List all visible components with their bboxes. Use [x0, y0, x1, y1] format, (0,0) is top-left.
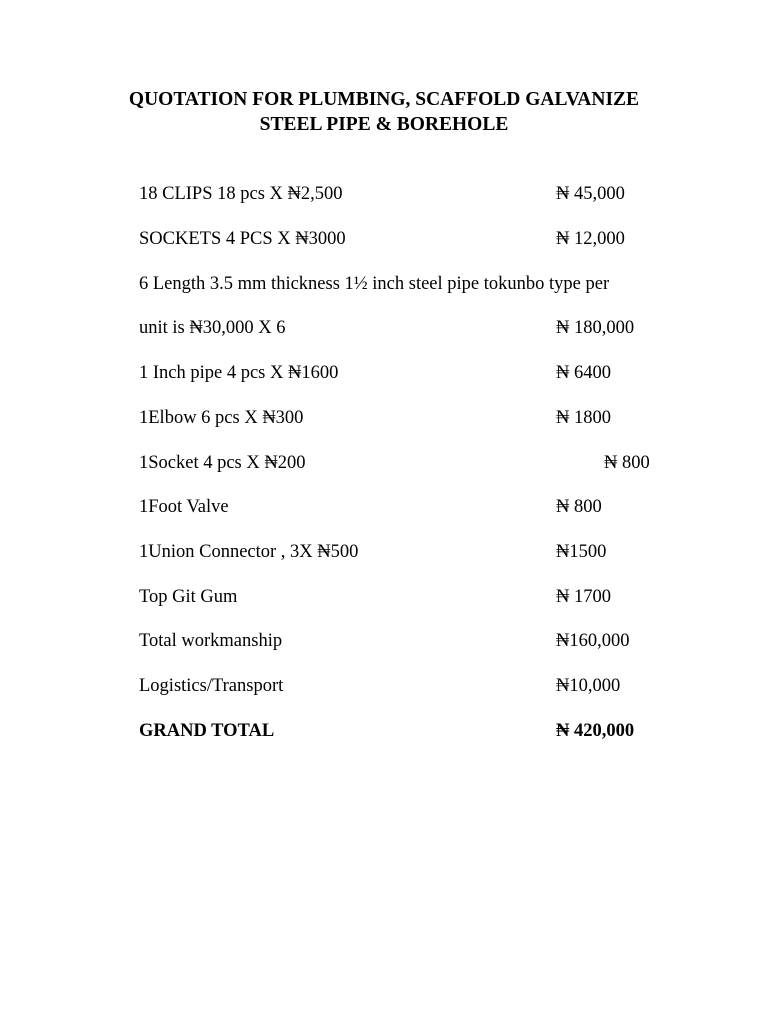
line-item: [0, 494, 768, 520]
item-description: 6 Length 3.5 mm thickness 1½ inch steel pipe tokunbo type per: [139, 274, 610, 294]
item-amount: ₦ 800: [604, 453, 650, 473]
line-item: [0, 539, 768, 565]
line-item: [0, 405, 768, 431]
grand-total-row: [0, 718, 768, 744]
grand-total-label: GRAND TOTAL: [139, 721, 275, 741]
item-amount: ₦ 1800: [556, 408, 611, 428]
item-amount: ₦ 1700: [556, 587, 611, 607]
item-amount: ₦10,000: [556, 676, 621, 696]
item-description: unit is ₦30,000 X 6: [139, 318, 286, 338]
item-description: 1Socket 4 pcs X ₦200: [139, 453, 306, 473]
title-line-1: QUOTATION FOR PLUMBING, SCAFFOLD GALVANIZE: [128, 89, 640, 110]
title-line-2: STEEL PIPE & BOREHOLE: [259, 114, 509, 135]
item-amount: ₦ 6400: [556, 363, 611, 383]
line-item: [0, 315, 768, 341]
item-amount: ₦160,000: [556, 631, 630, 651]
item-description: 1Union Connector , 3X ₦500: [139, 542, 359, 562]
item-amount: ₦ 180,000: [556, 318, 635, 338]
line-item: [0, 628, 768, 654]
item-amount: ₦1500: [556, 542, 607, 562]
line-item: [0, 226, 768, 252]
item-description: Total workmanship: [139, 631, 283, 651]
item-description: SOCKETS 4 PCS X ₦3000: [139, 229, 346, 249]
line-item: [0, 360, 768, 386]
item-amount: ₦ 45,000: [556, 184, 625, 204]
item-description: Logistics/Transport: [139, 676, 284, 696]
item-description: Top Git Gum: [139, 587, 238, 607]
item-amount: ₦ 800: [556, 497, 602, 517]
item-description: 18 CLIPS 18 pcs X ₦2,500: [139, 184, 343, 204]
item-amount: ₦ 12,000: [556, 229, 625, 249]
item-description: 1 Inch pipe 4 pcs X ₦1600: [139, 363, 339, 383]
line-item: [0, 181, 768, 207]
line-item: [0, 584, 768, 610]
line-item: [0, 450, 768, 476]
item-description: 1Elbow 6 pcs X ₦300: [139, 408, 304, 428]
item-description: 1Foot Valve: [139, 497, 229, 517]
line-item: [0, 673, 768, 699]
line-item: [0, 271, 768, 297]
grand-total-amount: ₦ 420,000: [556, 721, 635, 741]
document-title: [0, 87, 768, 137]
